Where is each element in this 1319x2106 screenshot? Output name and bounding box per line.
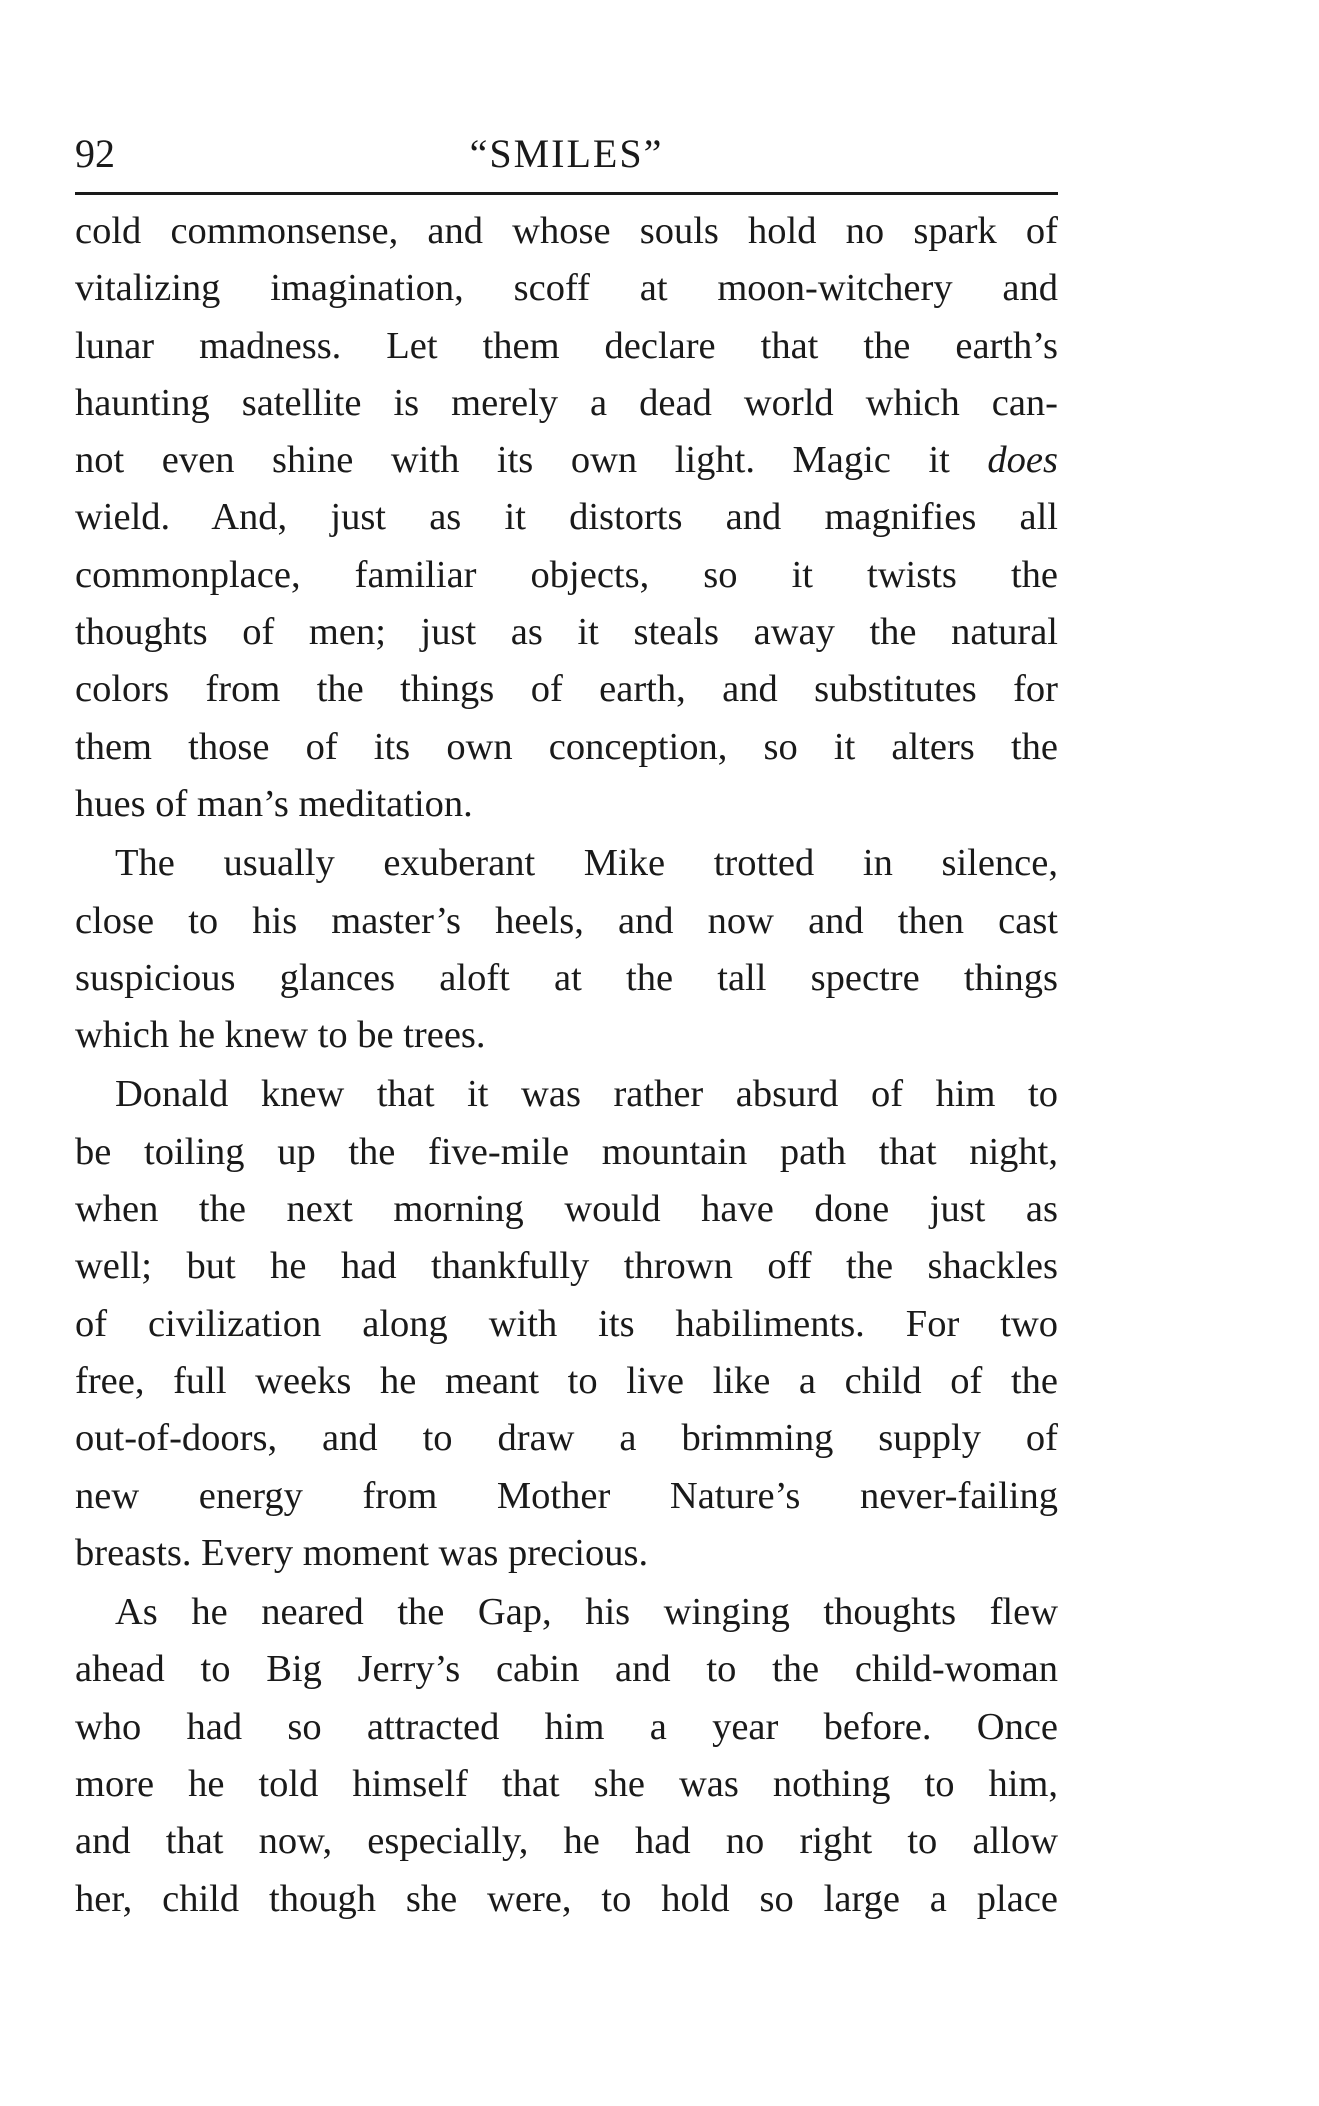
italic-word: does (987, 439, 1058, 482)
text-line: lunar madness. Let them declare that the earth’s (75, 324, 1058, 367)
page-number: 92 (75, 131, 115, 176)
text-line: hues of man’s meditation. (75, 782, 473, 825)
paragraph (75, 1066, 1058, 1582)
text-line: her, child though she were, to hold so large a place (75, 1877, 1058, 1920)
running-head: “SMILES” (469, 131, 664, 176)
text-line: be toiling up the five-mile mountain path that night, (75, 1130, 1058, 1173)
text-line: free, full weeks he meant to live like a child of the (75, 1359, 1058, 1402)
paragraph (75, 835, 1058, 1064)
text-line: who had so attracted him a year before. Once (75, 1705, 1058, 1748)
text-line: out-of-doors, and to draw a brimming supply of (75, 1417, 1058, 1460)
header-rule (75, 192, 1058, 195)
text-line: As he neared the Gap, his winging thoughts flew (115, 1591, 1058, 1634)
text-line: and that now, especially, he had no right to allow (75, 1820, 1058, 1863)
text-line-start: not even shine with its own light. Magic it (75, 439, 988, 482)
text-line: cold commonsense, and whose souls hold no spark of (75, 210, 1058, 252)
text-line: colors from the things of earth, and substitutes for (75, 668, 1058, 711)
text-line: new energy from Mother Nature’s never-failing (75, 1474, 1058, 1517)
text-line (75, 432, 1058, 489)
text-line: of civilization along with its habiliments. For two (75, 1302, 1058, 1345)
text-line: suspicious glances aloft at the tall spectre things (75, 956, 1058, 999)
text-line: them those of its own conception, so it alters the (75, 725, 1058, 768)
page-header (75, 128, 1058, 180)
text-line: when the next morning would have done just as (75, 1188, 1058, 1231)
text-line: well; but he had thankfully thrown off the shackles (75, 1245, 1058, 1288)
text-line: more he told himself that she was nothing to him, (75, 1763, 1058, 1806)
text-line: ahead to Big Jerry’s cabin and to the child-woman (75, 1648, 1058, 1691)
text-line: wield. And, just as it distorts and magnifies all (75, 496, 1058, 539)
text-line: commonplace, familiar objects, so it twists the (75, 553, 1058, 596)
text-line: breasts. Every moment was precious. (75, 1531, 649, 1574)
text-line: thoughts of men; just as it steals away the natural (75, 611, 1058, 654)
text-line: Donald knew that it was rather absurd of him to (115, 1073, 1058, 1116)
text-line: close to his master’s heels, and now and then cast (75, 899, 1058, 942)
text-line: which he knew to be trees. (75, 1014, 486, 1057)
text-line: haunting satellite is merely a dead world which can- (75, 381, 1058, 424)
body-text (75, 203, 1058, 1928)
paragraph (75, 1584, 1058, 1928)
paragraph (75, 203, 1058, 833)
text-line: vitalizing imagination, scoff at moon-witchery and (75, 267, 1058, 310)
text-line: The usually exuberant Mike trotted in silence, (115, 842, 1058, 885)
